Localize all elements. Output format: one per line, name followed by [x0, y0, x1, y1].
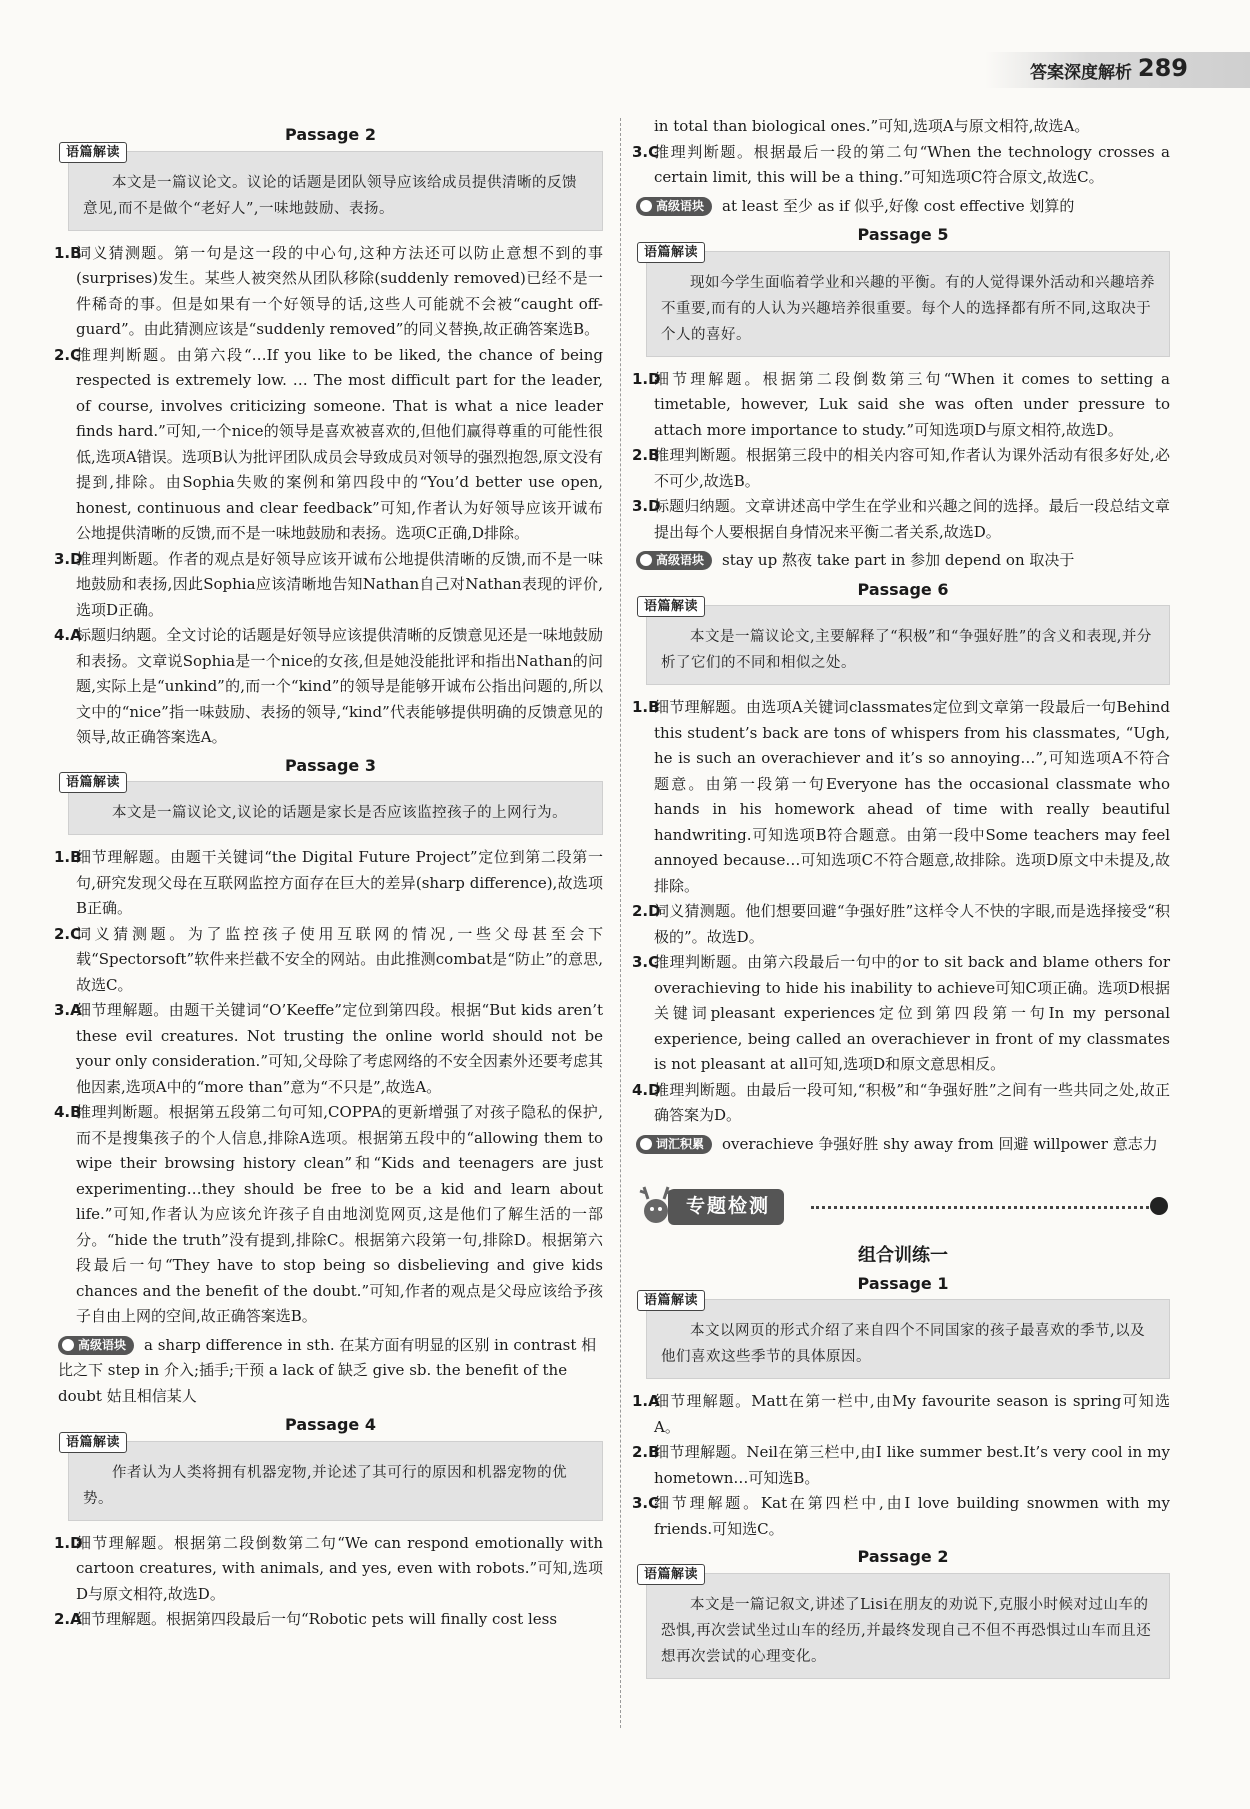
answer-item	[632, 1389, 1170, 1440]
column-divider	[620, 118, 622, 1728]
answer-number: 1.B	[54, 848, 82, 866]
answer-number: 4.B	[54, 1103, 82, 1121]
summary-text: 本文以网页的形式介绍了来自四个不同国家的孩子最喜欢的季节,以及他们喜欢这些季节的具体原因。	[661, 1323, 1146, 1365]
answer-number: 3.C	[632, 142, 660, 161]
summary-box	[644, 244, 1170, 357]
answer-number: 3.D	[632, 497, 661, 515]
summary-box	[644, 1566, 1170, 1679]
summary-text: 本文是一篇议论文,议论的话题是家长是否应该监控孩子的上网行为。	[112, 805, 568, 821]
answer-number: 1.B	[54, 243, 82, 262]
answer-number: 2.B	[632, 446, 660, 464]
left-column	[54, 120, 603, 1633]
summary-tag: 语篇解读	[637, 596, 705, 617]
answer-item	[632, 1440, 1170, 1491]
answer-item	[54, 547, 603, 624]
answer-number: 3.D	[54, 549, 83, 568]
passage-title: Passage 4	[285, 1415, 376, 1434]
summary-box	[66, 775, 603, 835]
answer-item	[54, 343, 603, 547]
answer-text: 推理判断题。根据第五段第二句可知,COPPA的更新增强了对孩子隐私的保护,而不是搜集孩子的个人信息,排除A选项。根据第五段中的“allowing them to wipe their browsing history clean”和“Kids and teenagers are just experimenting…they should be free to be a kid and learn about life.”可知,作者认为应该允许孩子自由地浏览网页,这是他们了解生活的一部分。“hide the truth”没有提到,排除C。根据第六段第一句,排除D。根据第六段最后一句“They have to stop being so disbelieving and give kids chances and the benefit of the doubt.”可知,作者的观点是父母应该给予孩子自由上网的空间,故正确答案选B。	[76, 1103, 603, 1325]
vocab-text: at least 至少 as if 似乎,好像 cost effective 划算的	[722, 196, 1075, 215]
summary-box	[644, 599, 1170, 685]
page-number: 289	[1137, 54, 1188, 82]
continued-text	[636, 114, 1170, 140]
answer-text: 推理判断题。由第六段最后一句中的or to sit back and blame others for overachieving to hide his inability to achieve可知C项正确。选项D根据关键词pleasant experiences定位到第四段第一句In my personal experience, being called an overachiever in front of my classmates is not pleasant at all可知,选项D和原文意思相反。	[654, 953, 1170, 1073]
summary-box	[66, 144, 603, 231]
vocab-tag: 高级语块	[58, 1336, 134, 1355]
answer-text: 细节理解题。根据第二段倒数第三句“When it comes to setting a timetable, however, Luk said she was often under pressure to attach more importance to study.”可知选项D与原文相符,故选D。	[654, 369, 1170, 439]
summary-tag: 语篇解读	[59, 1432, 127, 1453]
answer-number: 1.D	[54, 1533, 83, 1552]
vocab-tag: 高级语块	[636, 551, 712, 570]
answer-item	[54, 1607, 603, 1633]
answer-text: 推理判断题。根据第三段中的相关内容可知,作者认为课外活动有很多好处,必不可少,故选B。	[654, 446, 1170, 490]
vocab-block	[636, 1132, 1170, 1158]
vocab-block	[58, 1333, 603, 1410]
passage-title: Passage 6	[857, 579, 949, 599]
answer-item	[632, 140, 1170, 191]
answer-item	[632, 1491, 1170, 1542]
answer-item	[54, 623, 603, 751]
answer-item	[54, 922, 603, 999]
section-header	[636, 1183, 1170, 1229]
answer-number: 3.C	[632, 1494, 660, 1512]
summary-text: 现如今学生面临着学业和兴趣的平衡。有的人觉得课外活动和兴趣培养不重要,而有的人认为兴趣培养很重要。每个人的选择都有所不同,这取决于个人的喜好。	[661, 274, 1155, 343]
section-badge: 专题检测	[668, 1189, 784, 1225]
passage-title: Passage 5	[857, 225, 949, 244]
answer-item	[54, 241, 603, 343]
answer-item	[54, 998, 603, 1100]
summary-box	[644, 1293, 1170, 1379]
answer-number: 3.A	[54, 1001, 82, 1019]
answer-number: 2.D	[632, 902, 661, 920]
answer-text: 细节理解题。由题干关键词“the Digital Future Project”定位到第二段第一句,研究发现父母在互联网监控方面存在巨大的差异(sharp difference),故选项B正确。	[76, 848, 603, 917]
passage-title: Passage 2	[285, 125, 376, 144]
answer-text: 细节理解题。根据第二段倒数第二句“We can respond emotionally with cartoon creatures, with animals, and yes, even with robots.”可知,选项D与原文相符,故选D。	[76, 1533, 603, 1603]
summary-text: 本文是一篇议论文,主要解释了“积极”和“争强好胜”的含义和表现,并分析了它们的不同和相似之处。	[661, 629, 1152, 671]
answer-item	[632, 1078, 1170, 1129]
answer-number: 4.D	[632, 1080, 661, 1099]
vocab-text: a sharp difference in sth. 在某方面有明显的区别 in contrast 相比之下 step in 介入;插手;干预 a lack of 缺乏 give sb. the benefit of the doubt 姑且相信某人	[58, 1335, 597, 1405]
vocab-text: overachieve 争强好胜 shy away from 回避 willpower 意志力	[722, 1134, 1158, 1153]
passage-title: Passage 1	[857, 1273, 949, 1293]
summary-tag: 语篇解读	[637, 242, 705, 263]
answer-number: 2.B	[632, 1443, 660, 1461]
group-title: 组合训练一	[858, 1245, 948, 1266]
answer-number: 1.A	[632, 1392, 660, 1410]
answer-text: 词义猜测题。为了监控孩子使用互联网的情况,一些父母甚至会下载“Spectorsoft”软件来拦截不安全的网站。由此推测combat是“防止”的意思,故选C。	[76, 924, 603, 994]
header-title: 答案深度解析	[1030, 63, 1132, 83]
vocab-tag: 高级语块	[636, 197, 712, 216]
answer-text: 细节理解题。Neil在第三栏中,由I like summer best.It’s very cool in my hometown…可知选B。	[654, 1443, 1170, 1487]
answer-item	[632, 899, 1170, 950]
answer-number: 1.D	[632, 369, 661, 388]
summary-tag: 语篇解读	[59, 142, 127, 163]
answer-number: 2.A	[54, 1610, 82, 1628]
answer-text: 词义猜测题。他们想要回避“争强好胜”这样令人不快的字眼,而是选择接受“积极的”。故选D。	[654, 902, 1170, 946]
answer-text: 细节理解题。Matt在第一栏中,由My favourite season is spring可知选A。	[654, 1392, 1170, 1436]
answer-text: 细节理解题。由题干关键词“O’Keeffe”定位到第四段。根据“But kids aren’t these evil creatures. Not trusting the online world should not be your only consideration.”可知,父母除了考虑网络的不安全因素外还要考虑其他因素,选项A中的“more than”意为“不只是”,故选A。	[76, 1001, 603, 1096]
answer-text: 推理判断题。由第六段“…If you like to be liked, the chance of being respected is extremely low. … The most difficult part for the leader, of course, involves criticizing someone. That is what a nice leader finds hard.”可知,一个nice的领导是喜欢被喜欢的,但他们赢得尊重的可能性很低,选项A错误。选项B认为批评团队成员会导致成员对领导的强烈抱怨,原文没有提到,排除。由Sophia失败的案例和第四段中的“You’d better use open, honest, continuous and clear feedback”可知,作者认为好领导应该开诚布公地提供清晰的反馈,而不是一味地鼓励和表扬。选项C正确,D排除。	[76, 345, 603, 542]
answer-text: 细节理解题。Kat在第四栏中,由I love building snowmen with my friends.可知选C。	[654, 1494, 1170, 1538]
answer-item	[632, 443, 1170, 494]
answer-item	[632, 950, 1170, 1078]
passage-title: Passage 2	[857, 1547, 949, 1566]
dotted-rule	[811, 1206, 1149, 1209]
answer-item	[632, 367, 1170, 444]
answer-item	[54, 1100, 603, 1330]
answer-number: 2.C	[54, 345, 82, 364]
answer-item	[54, 845, 603, 922]
answer-text: 推理判断题。由最后一段可知,“积极”和“争强好胜”之间有一些共同之处,故正确答案为D。	[654, 1080, 1170, 1124]
vocab-text: stay up 熬夜 take part in 参加 depend on 取决于	[722, 551, 1075, 569]
answer-text: 推理判断题。作者的观点是好领导应该开诚布公地提供清晰的反馈,而不是一味地鼓励和表扬,因此Sophia应该清晰地告知Nathan自己对Nathan表现的评价,选项D正确。	[76, 549, 603, 619]
answer-item	[632, 494, 1170, 545]
summary-tag: 语篇解读	[637, 1290, 705, 1311]
passage-title: Passage 3	[285, 755, 376, 775]
answer-number: 1.B	[632, 698, 660, 716]
continued-text-line: in total than biological ones.”可知,选项A与原文相符,故选A。	[654, 117, 1090, 135]
answer-text: 标题归纳题。文章讲述高中学生在学业和兴趣之间的选择。最后一段总结文章提出每个人要根据自身情况来平衡二者关系,故选D。	[654, 497, 1170, 541]
vocab-tag: 词汇积累	[636, 1135, 712, 1154]
summary-text: 作者认为人类将拥有机器宠物,并论述了其可行的原因和机器宠物的优势。	[83, 1464, 568, 1507]
summary-text: 本文是一篇议论文。议论的话题是团队领导应该给成员提供清晰的反馈意见,而不是做个“老好人”,一味地鼓励、表扬。	[83, 174, 577, 217]
answer-text: 标题归纳题。全文讨论的话题是好领导应该提供清晰的反馈意见还是一味地鼓励和表扬。文章说Sophia是一个nice的女孩,但是她没能批评和指出Nathan的问题,实际上是“unkind”的,而一个“kind”的领导是能够开诚布公指出问题的,所以文中的“nice”指一味鼓励、表扬的领导,“kind”代表能够提供明确的反馈意见的领导,故正确答案选A。	[76, 626, 603, 746]
answer-number: 4.A	[54, 626, 82, 644]
answer-text: 细节理解题。由选项A关键词classmates定位到文章第一段最后一句Behind this student’s back are tons of whispers from his classmates, “Ugh, he is such an overachiever and it’s so annoying…”,可知选项A不符合题意。由第一段第一句Everyone has the occasional classmate who hands in his homework ahead of time with really beautiful handwriting.可知选项B符合题意。由第一段中Some teachers may feel annoyed because…可知选项C不符合题意,故排除。选项D原文中未提及,故排除。	[654, 698, 1170, 895]
vocab-block	[636, 548, 1170, 574]
summary-tag: 语篇解读	[637, 1564, 705, 1585]
right-column	[632, 114, 1170, 1689]
answer-text: 词义猜测题。第一句是这一段的中心句,这种方法还可以防止意想不到的事(surprises)发生。某些人被突然从团队移除(suddenly removed)已经不是一件稀奇的事。但是如果有一个好领导的话,这些人可能就不会被“caught off-guard”。由此猜测应该是“suddenly removed”的同义替换,故正确答案选B。	[76, 243, 603, 338]
answer-number: 2.C	[54, 924, 82, 943]
end-dot	[1150, 1197, 1168, 1215]
answer-item	[632, 695, 1170, 899]
summary-text: 本文是一篇记叙文,讲述了Lisi在朋友的劝说下,克服小时候对过山车的恐惧,再次尝试坐过山车的经历,并最终发现自己不但不再恐惧过山车而且还想再次尝试的心理变化。	[661, 1596, 1152, 1665]
answer-item	[54, 1531, 603, 1608]
answer-text: 推理判断题。根据最后一段的第二句“When the technology crosses a certain limit, this will be a thing.”可知选项C符合原文,故选C。	[654, 142, 1170, 186]
answer-text: 细节理解题。根据第四段最后一句“Robotic pets will finally cost less	[76, 1610, 558, 1628]
answer-number: 3.C	[632, 953, 660, 971]
summary-box	[66, 1434, 603, 1521]
summary-tag: 语篇解读	[59, 772, 127, 793]
vocab-block	[636, 194, 1170, 220]
